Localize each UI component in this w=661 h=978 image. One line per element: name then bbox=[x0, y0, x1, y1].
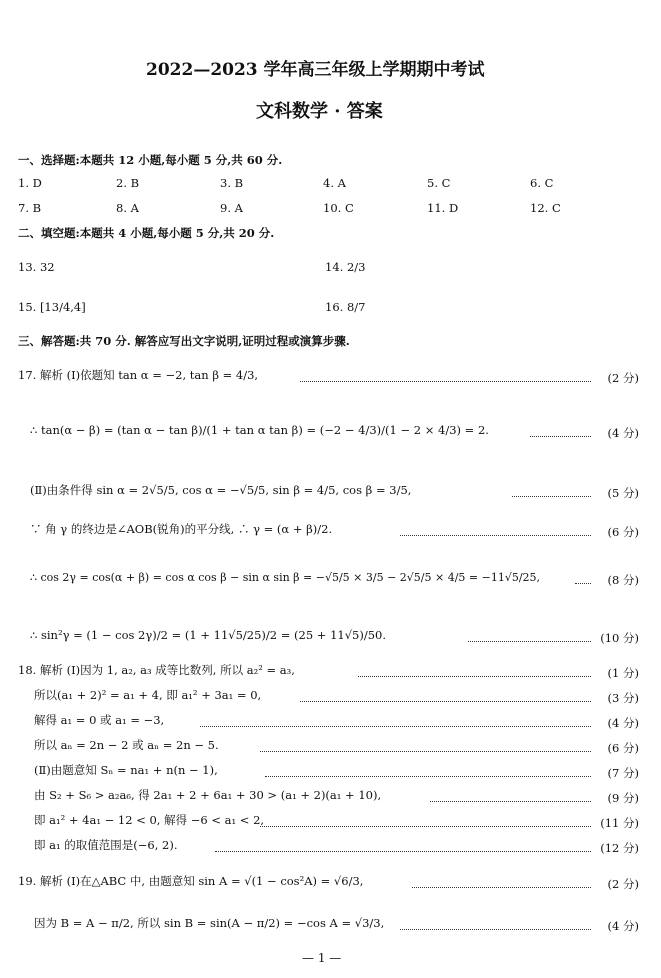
q17-line-2: ∴ tan(α − β) = (tan α − tan β)/(1 + tan α tan β) = (−2 − 4/3)/(1 − 2 × 4/3) = 2. bbox=[30, 423, 489, 437]
leader-dots bbox=[400, 535, 591, 536]
q18-line-3: 解得 a₁ = 0 或 a₁ = −3, bbox=[34, 713, 165, 727]
q17-line-4: ∵ 角 γ 的终边是∠AOB(锐角)的平分线, ∴ γ = (α + β)/2. bbox=[30, 522, 333, 536]
leader-dots bbox=[260, 751, 591, 752]
leader-dots bbox=[358, 676, 591, 677]
score-badge: (6 分) bbox=[607, 525, 639, 539]
answer-4: 4. A bbox=[323, 176, 346, 190]
answer-7: 7. B bbox=[18, 201, 42, 215]
q18-line-1: 18. 解析 (Ⅰ)因为 1, a₂, a₃ 成等比数列, 所以 a₂² = a₃, bbox=[18, 663, 295, 677]
leader-dots bbox=[400, 929, 591, 930]
solve-heading: 三、解答题:共 70 分. 解答应写出文字说明,证明过程或演算步骤. bbox=[18, 334, 350, 348]
q17-line-1: 17. 解析 (Ⅰ)依题知 tan α = −2, tan β = 4/3, bbox=[18, 368, 259, 382]
leader-dots bbox=[575, 583, 591, 584]
answer-11: 11. D bbox=[427, 201, 459, 215]
answer-2: 2. B bbox=[116, 176, 140, 190]
q19-line-2: 因为 B = A − π/2, 所以 sin B = sin(A − π/2) = −cos A = √3/3, bbox=[34, 916, 385, 930]
leader-dots bbox=[412, 887, 591, 888]
q19-line-1: 19. 解析 (Ⅰ)在△ABC 中, 由题意知 sin A = √(1 − cos²A) = √6/3, bbox=[18, 874, 364, 888]
answer-10: 10. C bbox=[323, 201, 354, 215]
q18-line-8: 即 a₁ 的取值范围是(−6, 2). bbox=[34, 838, 178, 852]
fill-heading: 二、填空题:本题共 4 小题,每小题 5 分,共 20 分. bbox=[18, 226, 275, 240]
leader-dots bbox=[530, 436, 591, 437]
leader-dots bbox=[430, 801, 591, 802]
answer-12: 12. C bbox=[530, 201, 561, 215]
answer-1: 1. D bbox=[18, 176, 42, 190]
q17-line-6: ∴ sin²γ = (1 − cos 2γ)/2 = (1 + 11√5/25)/2 = (25 + 11√5)/50. bbox=[30, 628, 387, 642]
page-number: — 1 — bbox=[302, 951, 342, 965]
q18-line-6: 由 S₂ + S₆ > a₂a₆, 得 2a₁ + 2 + 6a₁ + 30 > (a₁ + 2)(a₁ + 10), bbox=[34, 788, 382, 802]
answer-3: 3. B bbox=[220, 176, 244, 190]
answer-9: 9. A bbox=[220, 201, 243, 215]
score-badge: (4 分) bbox=[607, 919, 639, 933]
leader-dots bbox=[200, 726, 591, 727]
fill-answer-16: 16. 8/7 bbox=[325, 300, 366, 314]
score-badge: (10 分) bbox=[600, 631, 639, 645]
fill-answer-14: 14. 2/3 bbox=[325, 260, 366, 274]
q17-line-5: ∴ cos 2γ = cos(α + β) = cos α cos β − sin α sin β = −√5/5 × 3/5 − 2√5/5 × 4/5 = −11√5/25, bbox=[30, 571, 541, 584]
score-badge: (4 分) bbox=[607, 716, 639, 730]
leader-dots bbox=[215, 851, 591, 852]
score-badge: (4 分) bbox=[607, 426, 639, 440]
score-badge: (9 分) bbox=[607, 791, 639, 805]
page-subtitle: 文科数学 · 答案 bbox=[256, 101, 383, 122]
fill-answer-13: 13. 32 bbox=[18, 260, 55, 274]
score-badge: (6 分) bbox=[607, 741, 639, 755]
score-badge: (7 分) bbox=[607, 766, 639, 780]
score-badge: (2 分) bbox=[607, 371, 639, 385]
score-badge: (5 分) bbox=[607, 486, 639, 500]
q18-line-7: 即 a₁² + 4a₁ − 12 < 0, 解得 −6 < a₁ < 2, bbox=[34, 813, 265, 827]
q18-line-2: 所以(a₁ + 2)² = a₁ + 4, 即 a₁² + 3a₁ = 0, bbox=[34, 688, 262, 702]
q18-line-5: (Ⅱ)由题意知 Sₙ = na₁ + n(n − 1), bbox=[34, 763, 218, 777]
answer-5: 5. C bbox=[427, 176, 451, 190]
score-badge: (1 分) bbox=[607, 666, 639, 680]
score-badge: (2 分) bbox=[607, 877, 639, 891]
leader-dots bbox=[300, 381, 591, 382]
answer-6: 6. C bbox=[530, 176, 554, 190]
leader-dots bbox=[265, 776, 591, 777]
choice-heading: 一、选择题:本题共 12 小题,每小题 5 分,共 60 分. bbox=[18, 153, 283, 167]
answer-8: 8. A bbox=[116, 201, 139, 215]
score-badge: (3 分) bbox=[607, 691, 639, 705]
q17-line-3: (Ⅱ)由条件得 sin α = 2√5/5, cos α = −√5/5, sin β = 4/5, cos β = 3/5, bbox=[30, 483, 412, 497]
leader-dots bbox=[468, 641, 591, 642]
score-badge: (11 分) bbox=[600, 816, 639, 830]
score-badge: (12 分) bbox=[600, 841, 639, 855]
score-badge: (8 分) bbox=[607, 573, 639, 587]
leader-dots bbox=[300, 701, 591, 702]
q18-line-4: 所以 aₙ = 2n − 2 或 aₙ = 2n − 5. bbox=[34, 738, 219, 752]
leader-dots bbox=[512, 496, 591, 497]
leader-dots bbox=[260, 826, 591, 827]
fill-answer-15: 15. [13/4,4] bbox=[18, 300, 86, 314]
page-title: 2022—2023 学年高三年级上学期期中考试 bbox=[146, 60, 485, 80]
